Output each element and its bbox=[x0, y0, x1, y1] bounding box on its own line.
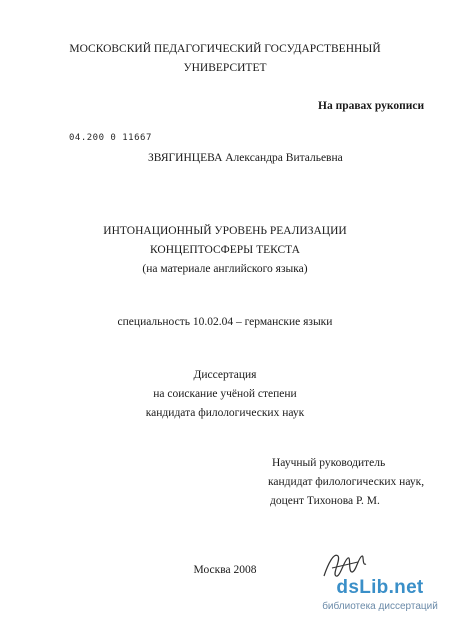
university-name-line1: МОСКОВСКИЙ ПЕДАГОГИЧЕСКИЙ ГОСУДАРСТВЕННЫЙ bbox=[69, 43, 381, 55]
city-year: Москва 2008 bbox=[193, 564, 257, 576]
thesis-title-line2: КОНЦЕПТОСФЕРЫ ТЕКСТА bbox=[150, 244, 300, 256]
thesis-title-subtitle: (на материале английского языка) bbox=[142, 263, 308, 275]
thesis-title-line1: ИНТОНАЦИОННЫЙ УРОВЕНЬ РЕАЛИЗАЦИИ bbox=[103, 225, 347, 237]
supervisor-degree: кандидат филологических наук, bbox=[268, 476, 425, 488]
rights-note: На правах рукописи bbox=[318, 100, 425, 112]
degree-field-line: кандидата филологических наук bbox=[145, 407, 305, 419]
watermark-logo: dsLib.net bbox=[336, 577, 424, 598]
degree-line: на соискание учёной степени bbox=[153, 388, 297, 400]
supervisor-label: Научный руководитель bbox=[272, 457, 386, 469]
specialty-line: специальность 10.02.04 – германские языки bbox=[117, 316, 333, 328]
dissertation-label: Диссертация bbox=[193, 369, 257, 381]
watermark-subtitle: библиотека диссертаций bbox=[322, 601, 438, 612]
university-name-line2: УНИВЕРСИТЕТ bbox=[183, 62, 267, 74]
supervisor-name: доцент Тихонова Р. М. bbox=[270, 495, 380, 507]
watermark bbox=[320, 577, 440, 617]
author-name: ЗВЯГИНЦЕВА Александра Витальевна bbox=[148, 152, 343, 164]
archive-stamp-number: 04.200 0 11667 bbox=[69, 133, 152, 143]
